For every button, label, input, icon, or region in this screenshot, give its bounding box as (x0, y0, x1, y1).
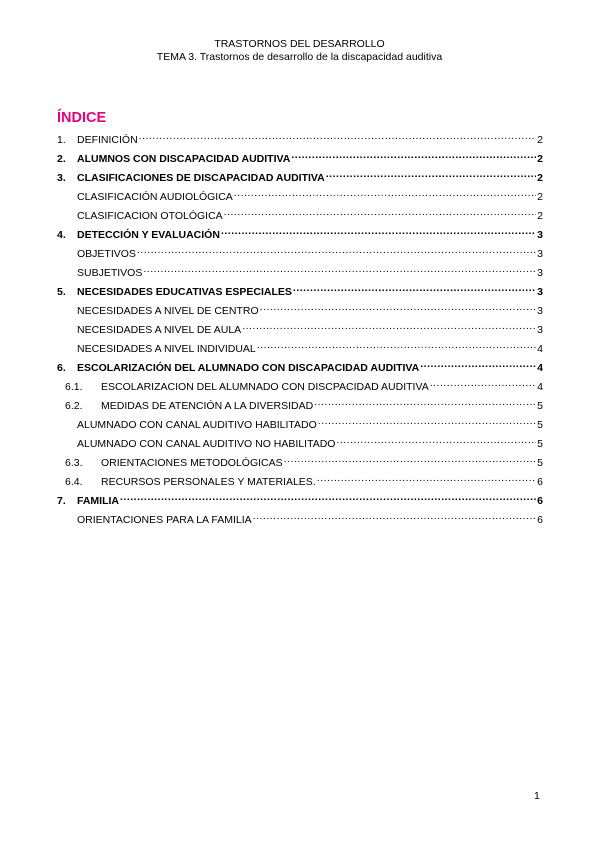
toc-entry[interactable] (77, 263, 543, 279)
toc-entry[interactable] (57, 225, 543, 241)
toc-entry-page: 2 (537, 153, 543, 165)
toc-entry-label: NECESIDADES EDUCATIVAS ESPECIALES (77, 286, 292, 298)
toc-entry-number: 1. (57, 134, 66, 146)
toc-entry[interactable] (57, 149, 543, 165)
toc-entry-page: 2 (537, 134, 543, 146)
toc-entry-page: 5 (537, 457, 543, 469)
toc-entry-label: ALUMNADO CON CANAL AUDITIVO HABILITADO (77, 419, 317, 431)
toc-entry-page: 2 (537, 172, 543, 184)
toc-entry-number: 6.4. (65, 476, 83, 488)
toc-entry-label: ESCOLARIZACIÓN DEL ALUMNADO CON DISCAPACIDAD AUDITIVA (77, 362, 420, 374)
toc-entry-page: 3 (537, 267, 543, 279)
toc-entry-number: 3. (57, 172, 66, 184)
toc-entry-number: 6. (57, 362, 66, 374)
toc-entry[interactable] (65, 396, 543, 412)
toc-entry-label: NECESIDADES A NIVEL DE CENTRO (77, 305, 259, 317)
toc-entry-number: 6.2. (65, 400, 83, 412)
toc-entry-label: CLASIFICACIÓN AUDIOLÓGICA (77, 191, 233, 203)
toc-entry-label: ORIENTACIONES PARA LA FAMILIA (77, 514, 252, 526)
toc-entry[interactable] (77, 320, 543, 336)
toc-dot-leader (234, 187, 536, 200)
toc-dot-leader (260, 301, 536, 314)
toc-entry-page: 4 (537, 381, 543, 393)
toc-entry-page: 3 (537, 305, 543, 317)
toc-entry[interactable] (77, 510, 543, 526)
toc-entry-label: NECESIDADES A NIVEL DE AULA (77, 324, 242, 336)
toc-entry[interactable] (65, 472, 543, 488)
index-title: ÍNDICE (57, 110, 107, 126)
toc-dot-leader (318, 415, 536, 428)
toc-entry-number: 6.1. (65, 381, 83, 393)
toc-entry-number: 2. (57, 153, 66, 165)
toc-entry-page: 5 (537, 438, 543, 450)
toc-entry-label: ORIENTACIONES METODOLÓGICAS (101, 457, 283, 469)
toc-entry-label: SUBJETIVOS (77, 267, 143, 279)
toc-entry[interactable] (77, 301, 543, 317)
toc-dot-leader (326, 168, 536, 181)
toc-dot-leader (224, 206, 536, 219)
toc-entry-label: FAMILIA (77, 495, 119, 507)
toc-entry[interactable] (77, 244, 543, 260)
toc-dot-leader (139, 130, 536, 143)
toc-entry-number: 7. (57, 495, 66, 507)
toc-entry[interactable] (57, 130, 543, 146)
toc-entry[interactable] (77, 415, 543, 431)
toc-entry-number: 5. (57, 286, 66, 298)
toc-entry[interactable] (57, 168, 543, 184)
toc-entry-label: RECURSOS PERSONALES Y MATERIALES. (101, 476, 316, 488)
toc-entry-label: CLASIFICACION OTOLÓGICA (77, 210, 223, 222)
toc-dot-leader (221, 225, 536, 238)
toc-entry-label: MEDIDAS DE ATENCIÓN A LA DIVERSIDAD (101, 400, 314, 412)
toc-entry[interactable] (57, 282, 543, 298)
toc-entry-label: NECESIDADES A NIVEL INDIVIDUAL (77, 343, 256, 355)
toc-dot-leader (253, 510, 536, 523)
toc-entry-page: 5 (537, 400, 543, 412)
toc-entry-page: 2 (537, 210, 543, 222)
toc-dot-leader (242, 320, 536, 333)
toc-dot-leader (291, 149, 536, 162)
toc-entry-number: 4. (57, 229, 66, 241)
toc-entry-page: 4 (537, 343, 543, 355)
toc-entry-page: 5 (537, 419, 543, 431)
toc-entry-label: OBJETIVOS (77, 248, 136, 260)
toc-entry-page: 3 (537, 248, 543, 260)
toc-entry-page: 2 (537, 191, 543, 203)
toc-entry-page: 6 (537, 476, 543, 488)
toc-entry-page: 3 (537, 229, 543, 241)
toc-dot-leader (336, 434, 536, 447)
toc-entry[interactable] (77, 206, 543, 222)
toc-entry-label: ALUMNOS CON DISCAPACIDAD AUDITIVA (77, 153, 291, 165)
toc-entry[interactable] (77, 187, 543, 203)
toc-entry[interactable] (57, 358, 543, 374)
toc-dot-leader (314, 396, 536, 409)
toc-dot-leader (143, 263, 536, 276)
toc-entry-page: 3 (537, 324, 543, 336)
page-number: 1 (534, 790, 540, 802)
toc-entry[interactable] (57, 491, 543, 507)
header-topic-title: TEMA 3. Trastornos de desarrollo de la discapacidad auditiva (156, 51, 443, 63)
toc-entry-number: 6.3. (65, 457, 83, 469)
toc-entry[interactable] (65, 453, 543, 469)
toc-dot-leader (120, 491, 536, 504)
toc-entry-page: 4 (537, 362, 543, 374)
toc-dot-leader (137, 244, 536, 257)
header-course-title: TRASTORNOS DEL DESARROLLO (214, 38, 385, 50)
toc-dot-leader (317, 472, 536, 485)
toc-entry-label: ESCOLARIZACION DEL ALUMNADO CON DISCPACIDAD AUDITIVA (101, 381, 429, 393)
toc-entry-label: DETECCIÓN Y EVALUACIÓN (77, 229, 220, 241)
toc-entry[interactable] (77, 434, 543, 450)
toc-entry[interactable] (65, 377, 543, 393)
toc-dot-leader (420, 358, 536, 371)
toc-entry-label: DEFINICIÓN (77, 134, 138, 146)
toc-entry-label: ALUMNADO CON CANAL AUDITIVO NO HABILITADO (77, 438, 336, 450)
toc-entry-page: 6 (537, 495, 543, 507)
toc-entry[interactable] (77, 339, 543, 355)
toc-entry-label: CLASIFICACIONES DE DISCAPACIDAD AUDITIVA (77, 172, 325, 184)
toc-dot-leader (257, 339, 536, 352)
toc-dot-leader (284, 453, 537, 466)
toc-dot-leader (293, 282, 536, 295)
toc-entry-page: 3 (537, 286, 543, 298)
toc-dot-leader (430, 377, 536, 390)
toc-entry-page: 6 (537, 514, 543, 526)
